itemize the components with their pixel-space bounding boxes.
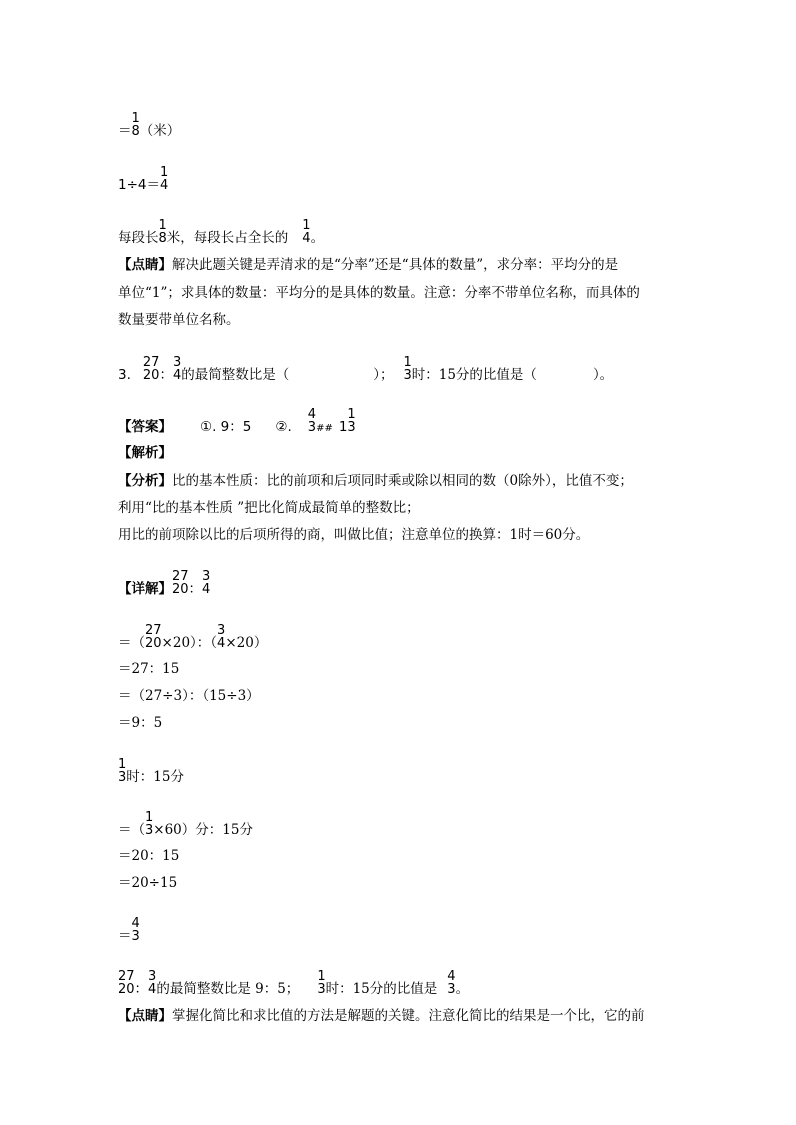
dianjing-line: 【点睛】解决此题关键是弄清求的是“分率”还是“具体的数量”，求分率：平均分的是 (118, 257, 619, 273)
fraction: 1 8 (158, 218, 167, 246)
fraction: 3 4 (148, 969, 157, 997)
step-line: ＝（27÷3）：（15÷3） (118, 688, 260, 704)
step-line: ＝（ 1 3×60）分：15分 (118, 810, 253, 838)
jiexi-heading: 【解析】 (118, 445, 172, 461)
fraction: 1 4 (302, 218, 311, 246)
analysis-line: 利用“比的基本性质 ”把比化简成最简单的整数比； (118, 500, 420, 516)
fraction: 4 3 (447, 969, 456, 997)
fraction: 27 20 (145, 623, 162, 651)
summary-line: 27 20： 3 4的最简整数比是 9：5； 1 3时：15分的比值是 4 3。 (118, 969, 470, 997)
fraction: 1 3 (317, 969, 326, 997)
fraction: 1 3 (347, 407, 356, 435)
fraction: 27 20 (118, 969, 135, 997)
step-line: ＝20÷15 (118, 875, 178, 891)
line-one-eighth: ＝ 1 8（米） (118, 111, 181, 139)
step-line: ＝20：15 (118, 848, 180, 864)
fraction: 4 3 (307, 407, 317, 435)
fraction: 1 8 (131, 111, 140, 139)
line-conclusion: 每段长 1 8米，每段长占全长的 1 4。 (118, 218, 325, 246)
fraction: 1 3 (118, 757, 127, 785)
analysis-line: 用比的前项除以比的后项所得的商，叫做比值；注意单位的换算：1时＝60分。 (118, 527, 590, 543)
text-line: 数量要带单位名称。 (118, 312, 240, 328)
line-division: 1÷4＝ 1 4 (118, 165, 169, 193)
step-line: ＝ 4 3 (118, 916, 140, 944)
step-line: ＝9：5 (118, 715, 163, 731)
fraction: 1 3 (145, 810, 154, 838)
fraction: 3 4 (217, 623, 226, 651)
step-line: ＝（ 27 20×20）：（ 3 4×20） (118, 623, 268, 651)
answer-line: 【答案】 ①. 9：5 ②. 4 3## 1 1 3 (118, 407, 356, 435)
equals: ＝ (118, 123, 132, 139)
fraction: 3 4 (202, 569, 211, 597)
step-line: ＝27：15 (118, 661, 180, 677)
fraction: 3 4 (172, 355, 182, 383)
question-3: 3. 27 20： 3 4的最简整数比是（ ）； 1 3时：15分的比值是（ ）。 (118, 355, 614, 383)
fraction: 1 4 (160, 165, 169, 193)
fraction: 1 3 (403, 355, 412, 383)
fraction: 4 3 (131, 916, 140, 944)
text-line: 单位“1”；求具体的数量：平均分的是具体的数量。注意：分率不带单位名称，而具体的 (118, 285, 640, 301)
dianjing-line: 【点睛】掌握化简比和求比值的方法是解题的关键。注意化简比的结果是一个比，它的前 (118, 1008, 645, 1024)
analysis-line: 【分析】比的基本性质：比的前项和后项同时乘或除以相同的数（0除外），比值不变； (118, 473, 633, 489)
fraction: 27 20 (172, 569, 189, 597)
step-line: 1 3时：15分 (118, 757, 184, 785)
fraction: 27 20 (142, 355, 160, 383)
detail-line: 【详解】 27 20： 3 4 (118, 569, 211, 597)
